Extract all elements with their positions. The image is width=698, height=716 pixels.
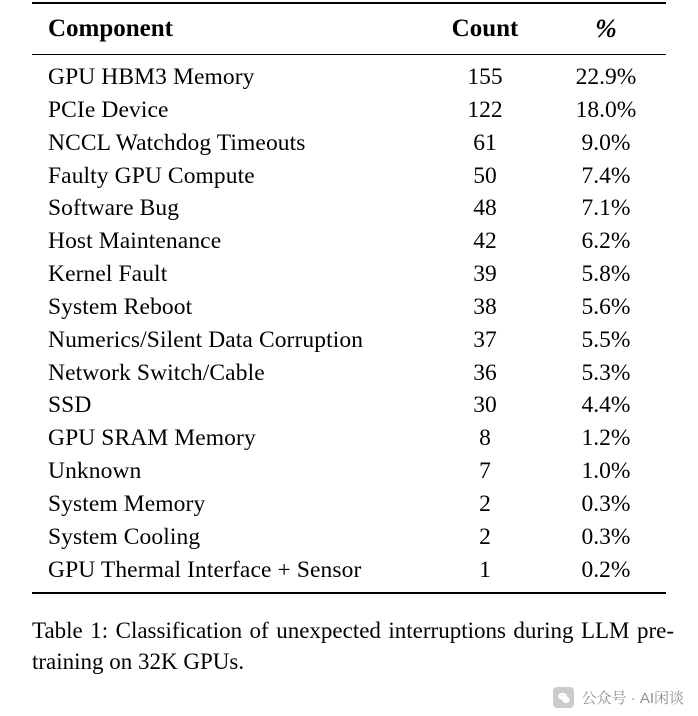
cell-count: 36 xyxy=(473,359,497,386)
cell-percent: 0.3% xyxy=(581,523,631,550)
table-row xyxy=(32,55,666,94)
cell-count: 8 xyxy=(479,425,491,452)
cell-percent: 18.0% xyxy=(575,96,637,123)
cell-percent: 1.2% xyxy=(581,425,631,452)
cell-percent: 5.6% xyxy=(581,293,631,320)
table-row xyxy=(32,127,666,160)
cell-percent: 5.5% xyxy=(581,326,631,353)
table-row xyxy=(32,94,666,127)
cell-percent: 22.9% xyxy=(575,64,637,90)
cell-count: 39 xyxy=(473,261,497,288)
table-row xyxy=(32,192,666,225)
watermark-text: 公众号 · AI闲谈 xyxy=(581,690,684,707)
table-caption xyxy=(32,616,674,677)
table-row xyxy=(32,488,666,521)
interruptions-table xyxy=(32,2,666,594)
table-row xyxy=(32,455,666,488)
cell-count: 2 xyxy=(479,523,491,550)
cell-component: GPU HBM3 Memory xyxy=(48,64,255,90)
cell-percent: 7.1% xyxy=(581,195,631,222)
column-header-percent: % xyxy=(546,3,666,55)
cell-component: System Cooling xyxy=(48,523,201,550)
cell-percent: 0.2% xyxy=(546,554,666,594)
cell-percent: 7.4% xyxy=(581,162,631,189)
cell-count: 1 xyxy=(424,554,546,594)
table-body xyxy=(32,55,666,594)
cell-component: Software Bug xyxy=(48,195,180,222)
cell-component: Numerics/Silent Data Corruption xyxy=(48,326,364,353)
cell-percent: 5.8% xyxy=(581,261,631,288)
table-header-row xyxy=(32,3,666,55)
table-header xyxy=(32,3,666,55)
cell-count: 50 xyxy=(473,162,497,189)
cell-component: SSD xyxy=(48,392,92,419)
cell-count: 7 xyxy=(479,458,491,485)
table-row xyxy=(32,225,666,258)
cell-count: 42 xyxy=(473,228,497,255)
cell-count: 30 xyxy=(473,392,497,419)
caption-label: Table 1: xyxy=(32,618,109,644)
table-row xyxy=(32,357,666,390)
cell-count: 155 xyxy=(467,64,503,90)
cell-percent: 0.3% xyxy=(581,490,631,517)
table-row xyxy=(32,422,666,455)
cell-component: NCCL Watchdog Timeouts xyxy=(48,129,306,156)
cell-component: Host Maintenance xyxy=(48,228,222,255)
paper-page xyxy=(0,2,698,716)
cell-component: Kernel Fault xyxy=(48,261,168,288)
cell-count: 38 xyxy=(473,293,497,320)
cell-count: 61 xyxy=(473,129,497,156)
cell-percent: 9.0% xyxy=(581,129,631,156)
column-header-component: Component xyxy=(32,3,424,55)
table-row xyxy=(32,291,666,324)
cell-component: Network Switch/Cable xyxy=(48,359,265,386)
cell-percent: 5.3% xyxy=(581,359,631,386)
caption-text: Classification of unexpected interruptions during LLM pre-training on 32K GPUs. xyxy=(32,618,674,674)
table-row xyxy=(32,389,666,422)
cell-component: Faulty GPU Compute xyxy=(48,162,255,189)
cell-count: 37 xyxy=(473,326,497,353)
column-header-count: Count xyxy=(424,3,546,55)
cell-component: Unknown xyxy=(48,458,142,485)
wechat-icon xyxy=(553,687,574,708)
cell-component: System Reboot xyxy=(48,293,193,320)
table-row xyxy=(32,159,666,192)
cell-percent: 4.4% xyxy=(581,392,631,419)
cell-count: 122 xyxy=(467,96,503,123)
cell-component: System Memory xyxy=(48,490,206,517)
table-row xyxy=(32,324,666,357)
watermark xyxy=(553,687,684,708)
cell-component: PCIe Device xyxy=(48,96,169,123)
cell-percent: 6.2% xyxy=(581,228,631,255)
table-row xyxy=(32,521,666,554)
table-row xyxy=(32,554,666,594)
cell-percent: 1.0% xyxy=(581,458,631,485)
cell-component: GPU Thermal Interface + Sensor xyxy=(32,554,424,594)
table-row xyxy=(32,258,666,291)
cell-component: GPU SRAM Memory xyxy=(48,425,256,452)
cell-count: 2 xyxy=(479,490,491,517)
cell-count: 48 xyxy=(473,195,497,222)
